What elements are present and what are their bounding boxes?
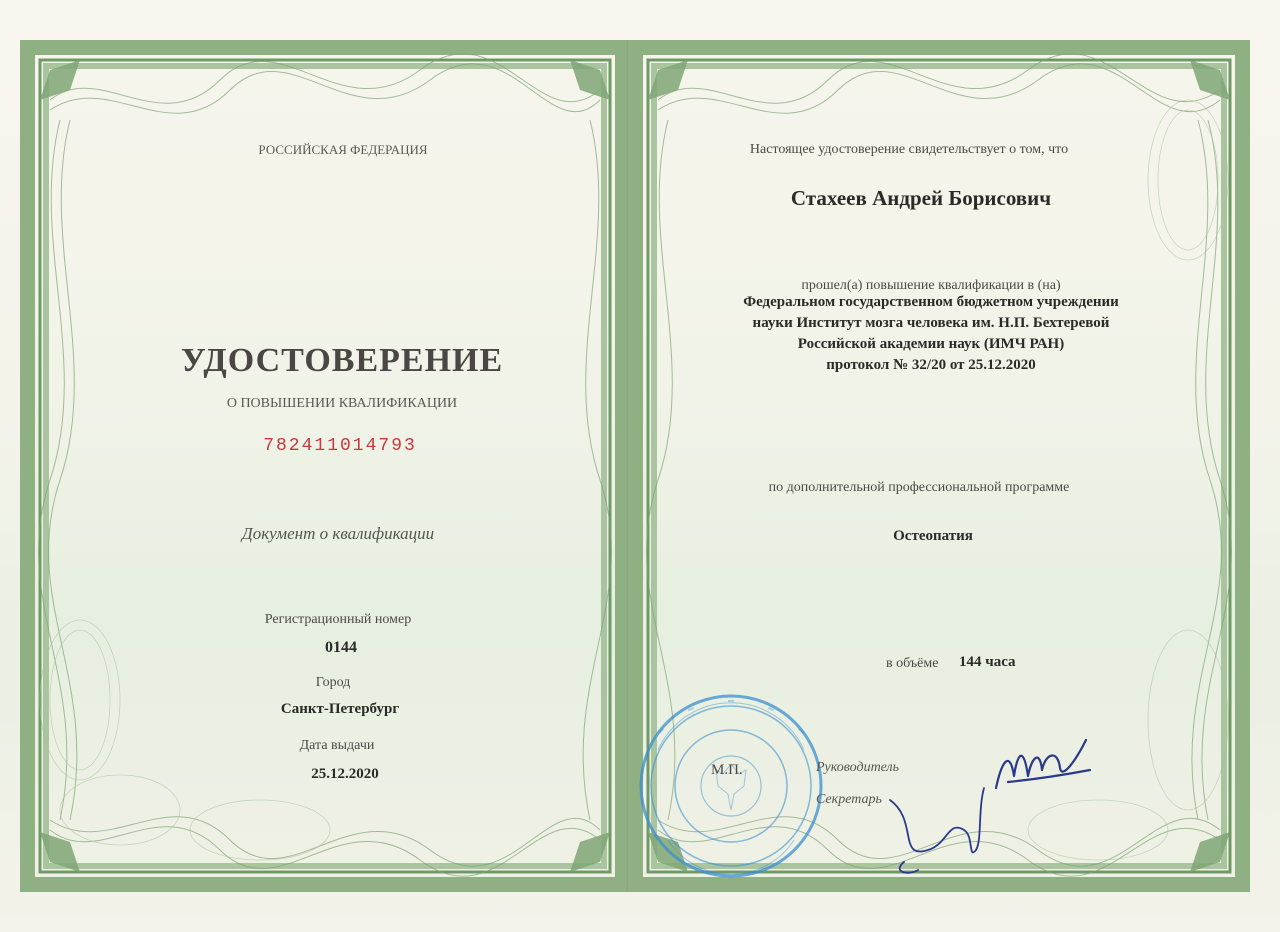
institution-line: науки Институт мозга человека им. Н.П. Бехтеревой [752,315,1110,331]
head-signature-icon [988,730,1098,800]
city-label: Город [315,675,351,690]
volume-value: 144 часа [959,654,1016,670]
registration-number: 0144 [325,639,357,656]
institution-line: Федеральном государственном бюджетном учреждении [743,294,1119,310]
document-type: Документ о квалификации [241,524,435,543]
stamp-place-mark: М.П. [711,762,743,778]
volume-label: в объёме [886,656,939,671]
secretary-signature-label: Секретарь [816,792,882,807]
secretary-signature-icon [878,780,998,880]
issue-date-label: Дата выдачи [299,738,375,753]
right-page [628,40,1250,892]
program-name: Остеопатия [893,528,973,544]
head-signature-label: Руководитель [816,760,900,775]
intro-text: Настоящее удостоверение свидетельствует о том, что [749,142,1069,157]
official-seal [628,690,838,890]
institution-line: Российской академии наук (ИМЧ РАН) [797,336,1065,352]
left-page [20,40,630,892]
institution-block [743,292,1119,376]
program-label: по дополнительной профессиональной программе [768,480,1070,495]
city-value: Санкт-Петербург [280,701,400,717]
serial-number: 782411014793 [263,436,417,456]
document-subtitle: О ПОВЫШЕНИИ КВАЛИФИКАЦИИ [226,396,458,411]
protocol-line: протокол № 32/20 от 25.12.2020 [826,357,1036,373]
registration-label: Регистрационный номер [264,612,412,627]
guilloche-frame-left [20,40,630,892]
issue-date-value: 25.12.2020 [311,766,379,782]
document-title: УДОСТОВЕРЕНИЕ [180,342,504,379]
passed-training-label: прошел(а) повышение квалификации в (на) [801,278,1061,293]
country-label: РОССИЙСКАЯ ФЕДЕРАЦИЯ [258,142,428,157]
recipient-name: Стахеев Андрей Борисович [790,186,1052,210]
